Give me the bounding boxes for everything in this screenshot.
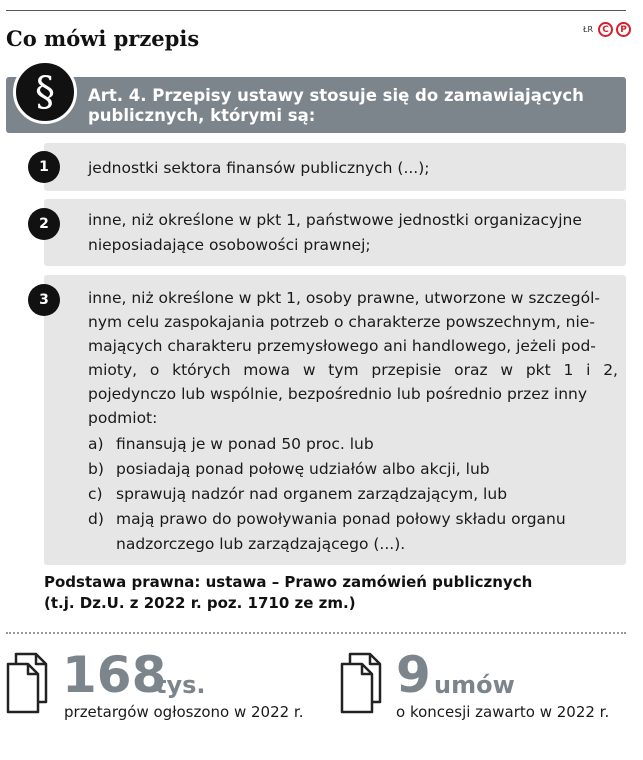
top-rule [6, 10, 626, 11]
sub-item-a-letter: a) [88, 435, 104, 453]
list-item-3-line-2: nym celu zaspokajania potrzeb o charakterze powszechnym, nie- [88, 313, 595, 331]
sub-item-d [88, 507, 618, 557]
list-item-3-number: 3 [28, 284, 60, 316]
dotted-divider [6, 632, 626, 634]
sub-item-c-letter: c) [88, 485, 103, 503]
sub-item-b-text: posiadają ponad połowę udziałów albo akcji, lub [116, 460, 490, 478]
publisher-logo [583, 22, 631, 37]
sub-item-a-text: finansują je w ponad 50 proc. lub [116, 435, 374, 453]
paragraph-icon: § [13, 60, 77, 124]
stat-1-unit: tys. [155, 671, 206, 699]
list-item-1-number: 1 [28, 151, 60, 183]
stat-1-value: 168 [62, 646, 167, 704]
logo-letter-p: P [616, 22, 631, 37]
sub-item-b-letter: b) [88, 460, 104, 478]
document-icon [340, 652, 384, 714]
sub-item-c-text: sprawują nadzór nad organem zarządzającym, lub [116, 485, 508, 503]
stat-2-value: 9 [396, 646, 431, 704]
stat-2-caption: o koncesji zawarto w 2022 r. [396, 703, 610, 721]
stat-1-caption: przetargów ogłoszono w 2022 r. [64, 703, 304, 721]
list-item-2-line-2: nieposiadające osobowości prawnej; [88, 236, 371, 254]
document-icon [6, 652, 50, 714]
article-header-text: Art. 4. Przepisy ustawy stosuje się do zamawiających publicznych, którymi są: [88, 86, 584, 125]
sub-item-d-letter: d) [88, 510, 104, 528]
page-title: Co mówi przepis [6, 26, 200, 51]
list-item-2-line-1: inne, niż określone w pkt 1, państwowe jednostki organizacyjne [88, 211, 582, 229]
legal-basis-line-2: (t.j. Dz.U. z 2022 r. poz. 1710 ze zm.) [44, 594, 356, 612]
list-item-3-line-3: mających charakteru przemysłowego ani handlowego, jeżeli pod- [88, 337, 596, 355]
list-item-3-line-1: inne, niż określone w pkt 1, osoby prawne, utworzone w szczegól- [88, 289, 601, 307]
list-item-1-text: jednostki sektora finansów publicznych (...); [88, 159, 430, 177]
list-item-3-line-6: podmiot: [88, 409, 158, 427]
author-initials: ŁR [583, 25, 594, 34]
sub-item-a [88, 432, 618, 457]
list-item-3-line-5: pojedynczo lub wspólnie, bezpośrednio lub pośrednio przez inny [88, 385, 588, 403]
sub-item-d-line-1: mają prawo do powoływania ponad połowy składu organu [116, 510, 566, 528]
list-item-2-number: 2 [28, 208, 60, 240]
logo-letter-c: C [598, 22, 613, 37]
sub-item-c [88, 482, 618, 507]
legal-basis-line-1: Podstawa prawna: ustawa – Prawo zamówień publicznych [44, 573, 533, 591]
sub-item-d-line-2: nadzorczego lub zarządzającego (...). [116, 535, 406, 553]
legal-basis [44, 572, 624, 614]
stat-2-unit: umów [434, 671, 515, 699]
list-item-3-line-4: mioty, o których mowa w tym przepisie oraz w pkt 1 i 2, [88, 361, 618, 379]
sub-item-b [88, 457, 618, 482]
